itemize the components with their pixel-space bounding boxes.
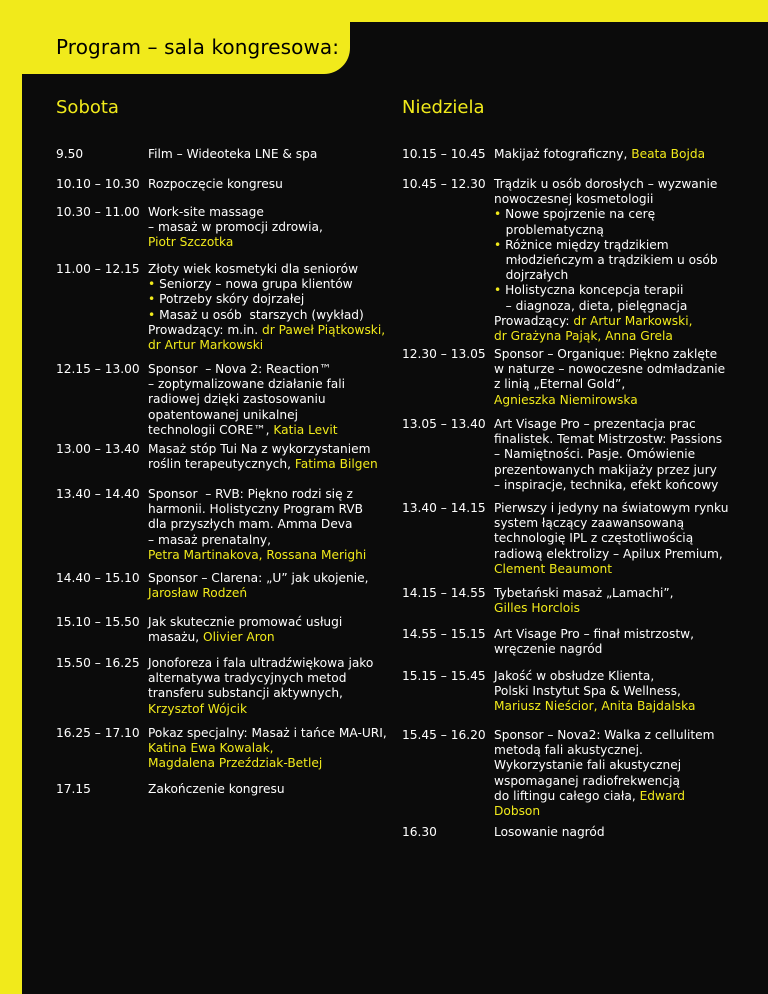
description-line	[494, 329, 718, 344]
description-text: masażu,	[148, 630, 204, 645]
session-time: 15.50 – 16.25	[56, 656, 140, 670]
description-line	[494, 699, 718, 714]
description-line	[494, 684, 718, 699]
session-description	[494, 177, 718, 344]
description-line	[148, 502, 372, 517]
description-text: Prowadzący: m.in.	[148, 322, 262, 337]
description-line	[494, 586, 718, 601]
description-text: Sponsor – Organique: Piękno zaklęte	[494, 347, 718, 361]
description-text: roślin terapeutycznych,	[148, 457, 295, 472]
session-time: 10.30 – 11.00	[56, 205, 140, 219]
description-line	[494, 789, 718, 804]
description-text: z linią „Eternal Gold”,	[494, 377, 626, 392]
session-description	[148, 726, 387, 772]
description-line	[148, 571, 372, 586]
description-text: Złoty wiek kosmetyki dla seniorów	[148, 262, 359, 276]
description-line	[494, 546, 723, 562]
description-text: transferu substancji aktywnych,	[148, 686, 343, 701]
description-line	[148, 338, 372, 353]
description-text: Tybetański masaż „Lamachi”,	[494, 586, 674, 600]
description-text: opatentowanej unikalnej	[148, 407, 298, 422]
session-description	[148, 571, 372, 601]
description-line	[148, 741, 372, 756]
description-text: Trądzik u osób dorosłych – wyzwanie	[494, 177, 718, 191]
description-line	[494, 223, 718, 238]
session-time: 14.55 – 15.15	[402, 627, 486, 641]
description-line	[148, 205, 372, 220]
description-line	[494, 314, 718, 329]
description-line	[494, 743, 718, 758]
description-line	[494, 463, 718, 478]
speaker-name: Clement Beaumont	[494, 561, 613, 576]
description-text: Film – Wideoteka LNE & spa	[148, 147, 318, 161]
session-time: 10.45 – 12.30	[402, 177, 486, 191]
description-line	[148, 656, 372, 671]
description-text: Jonoforeza i fala ultradźwiękowa jako	[148, 656, 374, 670]
description-text: młodzieńczym a trądzikiem u osób	[494, 253, 718, 268]
bullet-icon: •	[494, 207, 502, 222]
description-text: prezentowanych makijaży przez jury	[494, 462, 717, 477]
speaker-name: Dobson	[494, 804, 541, 819]
speaker-name: Katina Ewa Kowalak,	[148, 741, 274, 756]
description-line	[494, 238, 718, 253]
session-description	[494, 147, 718, 162]
description-line	[148, 277, 372, 292]
description-line	[148, 322, 386, 338]
session-description	[494, 417, 723, 493]
description-line	[494, 299, 718, 314]
description-line	[494, 478, 718, 493]
session-description	[148, 656, 372, 717]
session-description	[494, 728, 718, 819]
speaker-name: Mariusz Nieścior, Anita Bajdalska	[494, 699, 696, 714]
description-line	[494, 177, 718, 192]
description-text: – inspiracje, technika, efekt końcowy	[494, 477, 719, 492]
description-text: Pokaz specjalny: Masaż i tańce MA-URI,	[148, 726, 387, 740]
description-line	[148, 292, 372, 307]
description-line	[494, 562, 718, 577]
description-text: – Namiętności. Pasje. Omówienie	[494, 447, 696, 462]
description-text: Makijaż fotograficzny,	[494, 147, 632, 161]
session-time: 13.40 – 14.40	[56, 487, 140, 501]
description-text: Work-site massage	[148, 205, 264, 219]
description-line	[148, 671, 372, 686]
speaker-name: Gilles Horclois	[494, 601, 580, 616]
bullet-icon: •	[148, 307, 156, 322]
description-line	[148, 220, 372, 235]
description-text: Różnice między trądzikiem	[501, 237, 669, 252]
description-line	[148, 408, 372, 423]
description-text: Sponsor – Nova2: Walka z cellulitem	[494, 728, 715, 742]
session-description	[148, 177, 372, 192]
session-time: 14.40 – 15.10	[56, 571, 140, 585]
description-text: problematyczną	[494, 222, 604, 237]
description-text: Art Visage Pro – prezentacja prac	[494, 417, 696, 431]
description-text: Holistyczna koncepcja terapii	[501, 283, 684, 298]
description-line	[494, 825, 718, 840]
description-text: alternatywa tradycyjnych metod	[148, 671, 347, 686]
description-line	[148, 726, 387, 741]
description-line	[494, 728, 718, 743]
description-line	[494, 627, 718, 642]
description-line	[494, 432, 723, 447]
description-line	[494, 377, 718, 392]
session-time: 10.15 – 10.45	[402, 147, 486, 161]
description-line	[494, 192, 718, 207]
speaker-name: dr Grażyna Pająk, Anna Grela	[494, 329, 673, 344]
session-time: 17.15	[56, 782, 91, 796]
description-text: metodą fali akustycznej.	[494, 743, 643, 758]
description-text: Rozpoczęcie kongresu	[148, 177, 283, 191]
session-description	[494, 347, 726, 408]
description-line	[148, 517, 372, 532]
session-time: 15.10 – 15.50	[56, 615, 140, 629]
session-description	[494, 669, 718, 715]
description-text: Sponsor – Clarena: „U” jak ukojenie,	[148, 571, 369, 585]
description-line	[494, 347, 718, 362]
speaker-name: dr Artur Markowski	[148, 338, 264, 353]
description-line	[148, 392, 372, 407]
description-line	[494, 516, 718, 531]
session-description	[494, 825, 718, 840]
session-time: 15.15 – 15.45	[402, 669, 486, 683]
session-description	[148, 205, 372, 251]
description-text: – masaż w promocji zdrowia,	[148, 220, 323, 235]
session-time: 15.45 – 16.20	[402, 728, 486, 742]
description-text: Sponsor – RVB: Piękno rodzi się z	[148, 487, 353, 501]
description-line	[148, 423, 372, 438]
description-text: Masaż u osób starszych (wykład)	[155, 307, 364, 322]
description-text: Wykorzystanie fali akustycznej	[494, 758, 682, 773]
speaker-name: dr Paweł Piątkowski,	[261, 322, 386, 337]
description-line	[494, 774, 718, 789]
description-text: Sponsor – Nova 2: Reaction™	[148, 362, 332, 376]
session-time: 13.05 – 13.40	[402, 417, 486, 431]
description-text: wspomaganej radiofrekwencją	[494, 773, 680, 788]
description-line	[494, 147, 718, 162]
session-description	[494, 501, 729, 577]
session-description	[148, 147, 372, 162]
description-text: Losowanie nagród	[494, 825, 605, 839]
bullet-icon: •	[148, 292, 156, 307]
session-description	[148, 782, 372, 797]
description-text: – masaż prenatalny,	[148, 532, 272, 547]
description-line	[148, 308, 372, 323]
description-text: w naturze – nowoczesne odmładzanie	[494, 362, 726, 377]
description-text: Seniorzy – nowa grupa klientów	[155, 277, 353, 292]
bullet-icon: •	[494, 237, 502, 252]
session-time: 10.10 – 10.30	[56, 177, 140, 191]
bullet-icon: •	[148, 277, 156, 292]
description-text: wręczenie nagród	[494, 642, 603, 657]
speaker-name: Katia Levit	[273, 422, 338, 437]
description-line	[494, 268, 718, 283]
description-line	[148, 147, 372, 162]
description-line	[148, 533, 372, 548]
description-text: do liftingu całego ciała,	[494, 788, 640, 803]
session-description	[494, 627, 718, 657]
description-line	[148, 686, 372, 701]
description-text: Jak skutecznie promować usługi	[148, 615, 343, 629]
description-line	[494, 393, 718, 408]
session-description	[148, 487, 372, 563]
description-text: technologii CORE™,	[148, 422, 274, 437]
description-text: Masaż stóp Tui Na z wykorzystaniem	[148, 442, 371, 456]
description-line	[494, 417, 718, 432]
description-line	[148, 457, 378, 472]
session-time: 14.15 – 14.55	[402, 586, 486, 600]
session-time: 13.00 – 13.40	[56, 442, 140, 456]
session-time: 12.30 – 13.05	[402, 347, 486, 361]
description-line	[148, 615, 372, 630]
description-text: Potrzeby skóry dojrzałej	[155, 292, 305, 307]
description-text: radiowej dzięki zastosowaniu	[148, 392, 326, 407]
speaker-name: Beata Bojda	[631, 147, 706, 161]
speaker-name: dr Artur Markowski,	[573, 313, 693, 328]
speaker-name: Jarosław Rodzeń	[148, 586, 248, 601]
description-text: Pierwszy i jedyny na światowym rynku	[494, 501, 729, 515]
session-time: 9.50	[56, 147, 84, 161]
description-text: – diagnoza, dieta, pielęgnacja	[494, 298, 688, 313]
speaker-name: Petra Martinakova, Rossana Merighi	[148, 547, 367, 562]
session-description	[148, 615, 372, 645]
session-description	[148, 362, 372, 438]
description-text: Art Visage Pro – finał mistrzostw,	[494, 627, 694, 641]
description-text: finalistek. Temat Mistrzostw: Passions	[494, 432, 723, 447]
description-line	[494, 447, 718, 462]
description-line	[148, 756, 372, 771]
description-line	[148, 548, 372, 563]
description-line	[494, 253, 718, 268]
description-line	[494, 642, 718, 657]
session-description	[148, 262, 386, 353]
description-text: technologię IPL z częstotliwością	[494, 531, 694, 546]
description-line	[494, 362, 726, 377]
description-line	[148, 782, 372, 797]
session-time: 12.15 – 13.00	[56, 362, 140, 376]
description-text: Zakończenie kongresu	[148, 782, 285, 796]
description-text: dojrzałych	[494, 268, 569, 283]
session-description	[494, 586, 718, 616]
bullet-icon: •	[494, 283, 502, 298]
page-title: Program – sala kongresowa:	[56, 35, 340, 59]
speaker-name: Piotr Szczotka	[148, 235, 234, 250]
description-line	[148, 377, 372, 392]
description-text: radiową elektrolizy – Apilux Premium,	[494, 546, 723, 561]
speaker-name: Olivier Aron	[203, 630, 275, 645]
speaker-name: Fatima Bilgen	[294, 457, 378, 472]
description-text: Jakość w obsłudze Klienta,	[494, 669, 655, 683]
description-line	[148, 262, 372, 277]
description-text: – zoptymalizowane działanie fali	[148, 377, 345, 392]
description-line	[148, 630, 372, 645]
description-text: Polski Instytut Spa & Wellness,	[494, 684, 681, 699]
speaker-name: Krzysztof Wójcik	[148, 701, 248, 716]
session-time: 16.25 – 17.10	[56, 726, 140, 740]
sunday-heading: Niedziela	[402, 97, 485, 118]
description-line	[148, 702, 372, 717]
description-line	[148, 177, 372, 192]
session-time: 11.00 – 12.15	[56, 262, 140, 276]
description-line	[148, 362, 372, 377]
description-line	[494, 283, 718, 298]
session-time: 13.40 – 14.15	[402, 501, 486, 515]
speaker-name: Magdalena Przeździak-Betlej	[148, 756, 323, 771]
description-line	[494, 207, 718, 222]
description-text: system łączący zaawansowaną	[494, 516, 685, 531]
description-line	[494, 758, 718, 773]
description-line	[148, 235, 372, 250]
description-text: harmonii. Holistyczny Program RVB	[148, 502, 363, 517]
session-time: 16.30	[402, 825, 437, 839]
description-line	[494, 531, 718, 546]
description-line	[148, 442, 372, 457]
description-text: nowoczesnej kosmetologii	[494, 192, 654, 207]
description-text: dla przyszłych mam. Amma Deva	[148, 517, 353, 532]
description-line	[494, 669, 718, 684]
description-line	[494, 804, 718, 819]
description-text: Nowe spojrzenie na cerę	[501, 207, 656, 222]
description-text: Prowadzący:	[494, 313, 574, 328]
speaker-name: Agnieszka Niemirowska	[494, 392, 638, 407]
description-line	[494, 501, 729, 516]
saturday-heading: Sobota	[56, 97, 119, 118]
speaker-name: Edward	[639, 788, 685, 803]
session-description	[148, 442, 378, 472]
description-line	[148, 586, 372, 601]
description-line	[494, 601, 718, 616]
description-line	[148, 487, 372, 502]
